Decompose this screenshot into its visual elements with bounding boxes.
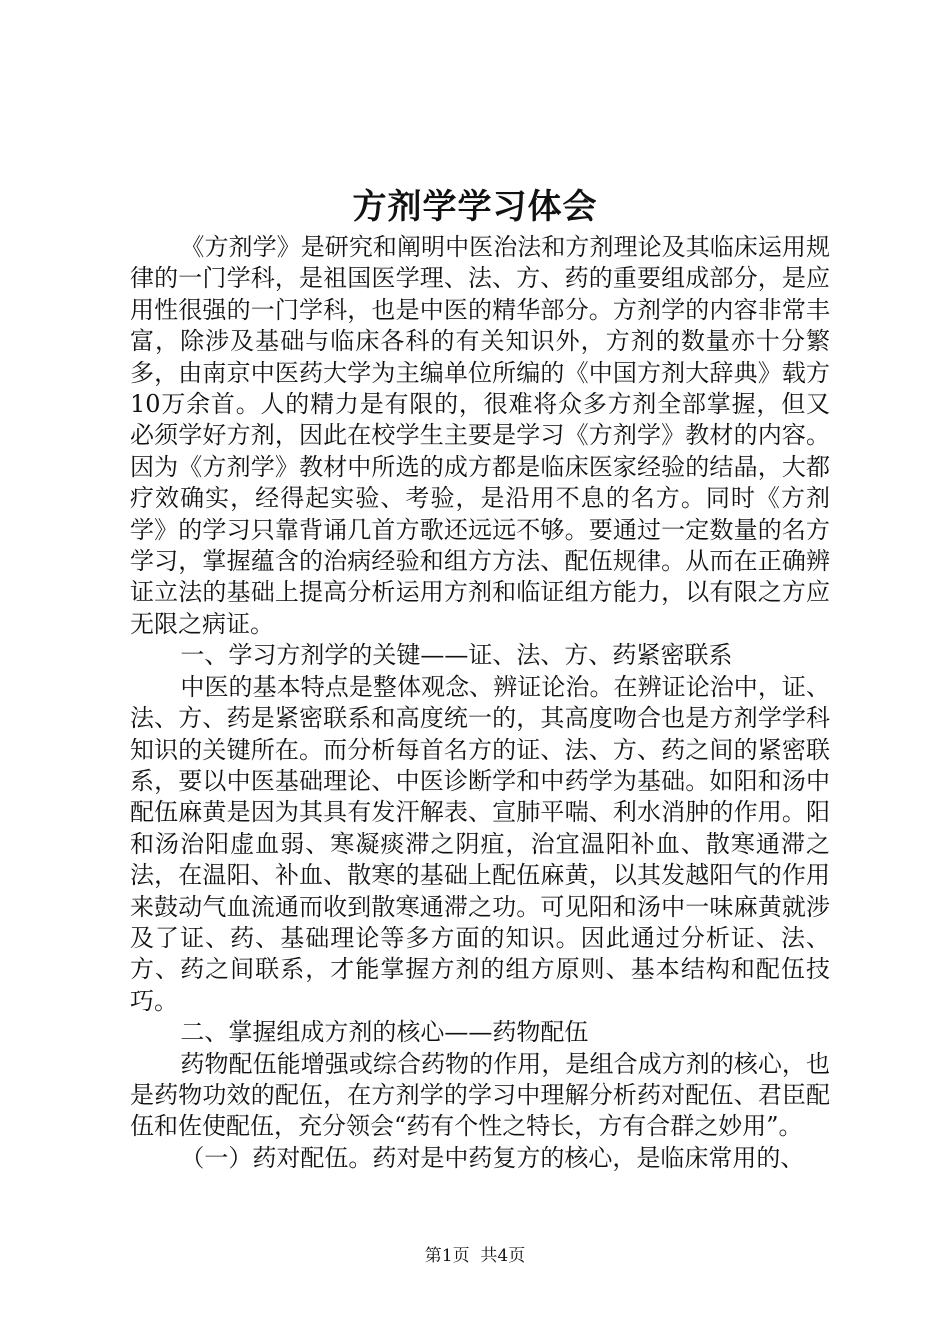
paragraph-section-1: 中医的基本特点是整体观念、辨证论治。在辨证论治中，证、法、方、药是紧密联系和高度统一的，其高度吻合也是方剂学学科知识的关键所在。而分析每首名方的证、法、方、药之间的紧密联系，要以中医基础理论、中医诊断学和中药学为基础。如阳和汤中配伍麻黄是因为其具有发汗解表、宣肺平喘、利水消肿的作用。阳和汤治阳虚血弱、寒凝痰滞之阴疽，治宜温阳补血、散寒通滞之法，在温阳、补血、散寒的基础上配伍麻黄，以其发越阳气的作用来鼓动气血流通而收到散寒通滞之功。可见阳和汤中一味麻黄就涉及了证、药、基础理论等多方面的知识。因此通过分析证、法、方、药之间联系，才能掌握方剂的组方原则、基本结构和配伍技巧。 — [130, 672, 830, 1015]
page-footer: 第1页 共4页 — [424, 1246, 526, 1266]
document-body — [130, 232, 830, 1174]
document-title: 方剂学学习体会 — [352, 187, 598, 227]
section-heading-2: 二、掌握组成方剂的核心——药物配伍 — [180, 1018, 589, 1047]
paragraph-intro: 《方剂学》是研究和阐明中医治法和方剂理论及其临床运用规律的一门学科，是祖国医学理、法、方、药的重要组成部分，是应用性很强的一门学科，也是中医的精华部分。方剂学的内容非常丰富，除涉及基础与临床各科的有关知识外，方剂的数量亦十分繁多，由南京中医药大学为主编单位所编的《中国方剂大辞典》载方10万余首。人的精力是有限的，很难将众多方剂全部掌握，但又必须学好方剂，因此在校学生主要是学习《方剂学》教材的内容。因为《方剂学》教材中所选的成方都是临床医家经验的结晶，大都疗效确实，经得起实验、考验，是沿用不息的名方。同时《方剂学》的学习只靠背诵几首方歌还远远不够。要通过一定数量的名方学习，掌握蕴含的治病经验和组方方法、配伍规律。从而在正确辨证立法的基础上提高分析运用方剂和临证组方能力，以有限之方应无限之病证。 — [130, 233, 830, 638]
section-heading-1: 一、学习方剂学的关键——证、法、方、药紧密联系 — [180, 641, 733, 670]
paragraph-subsection-1: （一）药对配伍。药对是中药复方的核心，是临床常用的、 — [180, 1143, 805, 1172]
paragraph-section-2: 药物配伍能增强或综合药物的作用，是组合成方剂的核心，也是药物功效的配伍，在方剂学的学习中理解分析药对配伍、君臣配伍和佐使配伍，充分领会“药有个性之特长，方有合群之妙用”。 — [130, 1049, 830, 1141]
